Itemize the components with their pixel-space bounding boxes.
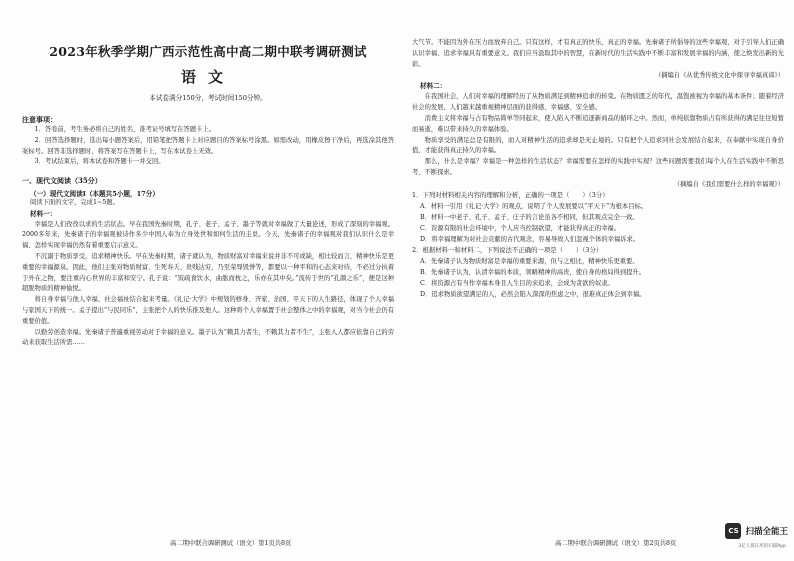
material-paragraph: 将自身幸福与他人幸福、社会福祉结合起来考量。《礼记·大学》中规划的修身、齐家、治国、平天下的人生路径，体现了个人幸福与家国天下的统一。孟子提出“与民同乐”，主张把个人的快乐推及他人。这种将个人幸福置于社会整体之中的幸福观，对当今社会仍有重要价值。 — [22, 296, 394, 325]
notice-item: 1．答卷前，考生务必将自己的姓名、准考证号填写在答题卡上。 — [34, 126, 215, 133]
material-paragraph: 幸福是人们孜孜以求的生活状态。早在我国先秦时期，孔子、老子、孟子、墨子等就对幸福做了大量论述，形成了深刻的幸福观。2000多年来，先秦诸子的幸福观被诗作多少中国人奉为立身处世和如何生活的圭臬。今天，先秦诸子的幸福观对我们认识什么是幸福、怎样实现幸福仍然有着重要启示意义。 — [22, 220, 394, 250]
material-paragraph: 不沉溺于物质享受，追求精神快乐。早在先秦时期，诸子就认为，物质财富对幸福来说并非不可或缺，相比较而言，精神快乐是更重要的幸福源泉。因此，他们主张对物质财富、生死寿夭、贵贱达穷，乃至荣辱毁誉等，都要以一种平和的心态来对待，不必过分执着于外在之物，要注重内心世界的丰富和安宁。孔子说：“饭疏食饮水，曲肱而枕之，乐亦在其中矣。”流传于世的“孔颜之乐”，便是这种超脱物质的精神愉悦。 — [22, 253, 394, 293]
subject-title: 语文 — [180, 68, 235, 86]
question-stem: 1．下列对材料相关内容的理解和分析，正确的一项是（ ）（3分） — [412, 190, 609, 199]
material-paragraph: 那么，什么是幸福？幸福是一种怎样的生活状态？幸福需要在怎样的实践中实现？这些问题需要我们每个人在生活实践中不断思考、不断探索。 — [412, 158, 784, 176]
notice-item: 3．考试结束后，将本试卷和答题卡一并交回。 — [34, 158, 165, 166]
question-option: D．追求物质欲望满足的人，必然会陷入深深的焦虑之中，很难真正体会到幸福。 — [420, 290, 646, 298]
question-option: B．材料一中老子、孔子、孟子、庄子的言论虽各不相同，但其观点完全一致。 — [420, 213, 639, 221]
question-option: A．先秦诸子认为物质财富是幸福的重要来源，但与之相比，精神快乐更重要。 — [420, 257, 639, 265]
material-label: 材料一： — [30, 209, 57, 218]
question-option: D．将幸福理解为对社会贡献的古代观念，容易导致人们忽视个体的幸福诉求。 — [420, 235, 640, 243]
score-line: 本试卷满分150分，考试时间150分钟。 — [149, 94, 267, 102]
sub-section-heading: （一）现代文阅读Ⅰ（本题共5小题，17分） — [30, 190, 159, 199]
scanner-tagline: 3亿人都在用的扫描App — [738, 544, 786, 549]
material-paragraph: 消费主义将幸福与占有物品简单等同起来，使人陷入不断追逐新商品的循环之中。然而，单纯依靠物质占有所获得的满足往往短暂而易逝，难以带来持久的幸福体验。 — [412, 114, 784, 133]
source-citation: （摘编自《从优秀传统文化中探寻幸福真谛》） — [654, 72, 784, 80]
exam-title: 2023年秋季学期广西示范性高中高二期中联考调研测试 — [49, 44, 367, 59]
source-citation: （摘编自《我们需要什么样的幸福观》） — [673, 180, 784, 188]
question-stem: 2．根据材料一和材料二，下列说法不正确的一项是（ ）（3分） — [412, 245, 603, 254]
material-paragraph: 以勤劳创造幸福。先秦诸子普遍重视劳动对于幸福的意义。墨子认为“赖其力者生，不赖其力者不生”，主张人人都应依靠自己的劳动来获取生活所需…… — [22, 328, 394, 347]
material-paragraph: 大气节。不能因为外在压力而放弃自己。只有这样，才有真正的快乐，真正的幸福。先秦诸子所倡导的这些幸福观，对于引导人们正确认识幸福、追求幸福具有重要意义。我们应当汲取其中的智慧，在新时代的生活实践中不断丰富和发展幸福的内涵，使之焕发出新的光彩。 — [412, 39, 784, 68]
left-column — [22, 40, 394, 528]
scanner-app-name: 扫描全能王 — [745, 527, 788, 537]
notice-item: 2．回答选择题时，选出每小题答案后，用铅笔把答题卡上对应题目的答案标号涂黑。如需改动，用橡皮擦干净后，再选涂其他答案标号。回答非选择题时，将答案写在答题卡上，写在本试卷上无效。 — [22, 136, 394, 155]
section-heading: 一、现代文阅读（35分） — [22, 176, 102, 186]
camscanner-logo-icon: CS — [725, 523, 741, 539]
question-option: C．资源有限的社会环境中，个人应当控制欲望，才能获得真正的幸福。 — [420, 224, 621, 232]
material-paragraph: 在我国社会，人们对幸福的理解经历了从物质满足到精神追求的转变。在物质匮乏的年代，温饱被视为幸福的基本条件；随着经济社会的发展，人们越来越重视精神层面的获得感、幸福感、安全感。 — [412, 93, 784, 112]
page-footer: 高二期中联合调研测试（语文）第1页共8页 — [170, 540, 292, 547]
instruction-text: 阅读下面的文字，完成1~5题。 — [30, 199, 119, 207]
material-label: 材料二： — [420, 82, 447, 91]
page-footer: 高二期中联合调研测试（语文）第2页共8页 — [555, 540, 677, 547]
scanner-watermark — [725, 523, 788, 539]
material-paragraph: 物质享受的满足总是有限的，而人对精神生活的追求却是无止境的。只有把个人追求同社会发展结合起来，在奉献中实现自身价值，才能获得真正持久的幸福。 — [412, 136, 784, 155]
question-option: C．将资源占有当作幸福本身且人生目的来追求，会成为贪欲的奴隶。 — [420, 279, 614, 287]
question-option: A．材料一引用《礼记·大学》的观点，说明了个人发展要以“平天下”为根本目标。 — [420, 202, 648, 210]
notice-heading: 注意事项： — [22, 115, 57, 124]
right-column — [412, 38, 784, 526]
question-option: B．先秦诸子认为，认清幸福的本质，领略精神的高贵，使自身的格局得到提升。 — [420, 268, 646, 276]
